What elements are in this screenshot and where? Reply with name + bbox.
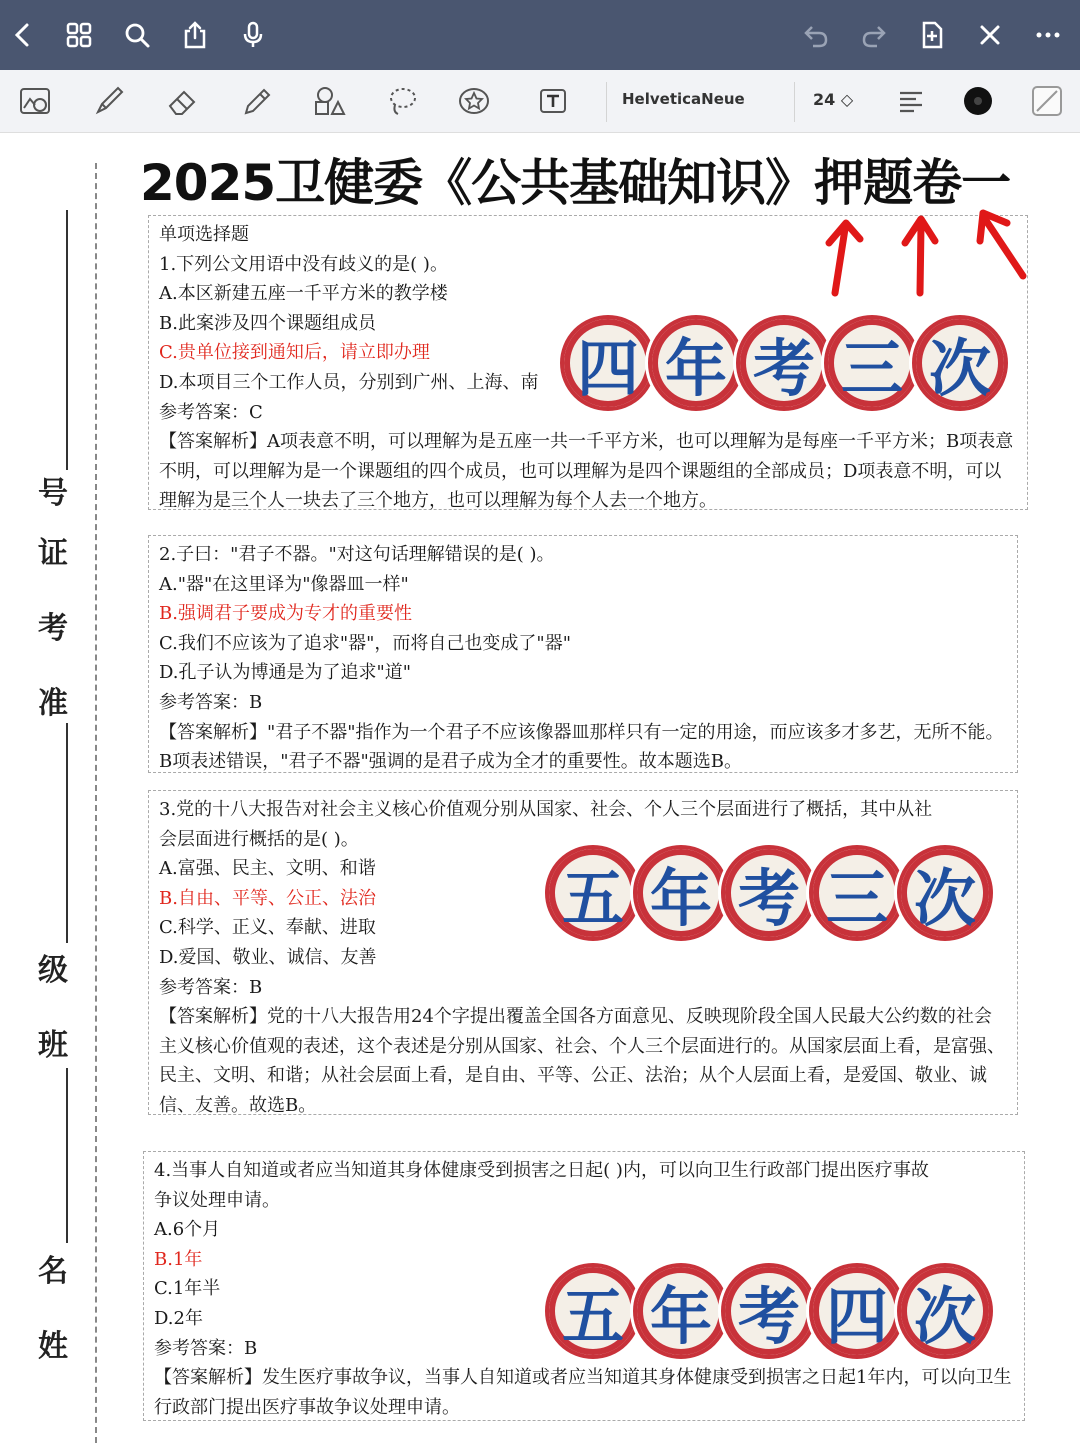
option-a: A."器"在这里译为"像器皿一样" xyxy=(159,573,409,595)
stamp-row-frequency xyxy=(560,315,1008,411)
reference-answer: 参考答案：C xyxy=(159,401,263,423)
stamp-char: 次 xyxy=(897,1263,993,1359)
stamp-char: 年 xyxy=(633,1263,729,1359)
highlighter-tool-icon[interactable] xyxy=(234,79,280,123)
question-stem: 3.党的十八大报告对社会主义核心价值观分别从国家、社会、个人三个层面进行了概括，其中从社 xyxy=(159,799,933,820)
option-d: D.2年 xyxy=(154,1307,203,1329)
color-picker-swatch[interactable] xyxy=(955,79,1001,123)
eraser-tool-icon[interactable] xyxy=(160,79,206,123)
stamp-char: 年 xyxy=(648,315,744,411)
grid-view-icon[interactable] xyxy=(56,12,102,58)
question-stem-cont: 争议处理申请。 xyxy=(154,1189,280,1211)
shapes-tool-icon[interactable] xyxy=(306,79,352,123)
option-c-correct: C.贵单位接到通知后，请立即办理 xyxy=(159,342,430,364)
answer-analysis: 【答案解析】A项表意不明，可以理解为是五座一共一千平方米，也可以理解为是每座一千平方米；B项表意不明，可以理解为是一个课题组的四个成员，也可以理解为是四个课题组的全部成员；D项表意不明，可以理解为是三个人一块去了三个地方，也可以理解为每个人去一个地方。 xyxy=(159,431,1014,512)
search-icon[interactable] xyxy=(114,12,160,58)
microphone-icon[interactable] xyxy=(230,12,276,58)
reference-answer: 参考答案：B xyxy=(159,691,263,713)
answer-analysis: 【答案解析】"君子不器"指作为一个君子不应该像器皿那样只有一定的用途，而应该多才多艺，无所不能。B项表述错误，"君子不器"强调的是君子成为全才的重要性。故本题选B。 xyxy=(159,721,1004,773)
sticker-tool-icon[interactable] xyxy=(451,79,497,123)
binding-dashed-line xyxy=(95,163,97,1443)
reference-answer: 参考答案：B xyxy=(159,976,263,998)
stamp-char: 考 xyxy=(736,315,832,411)
question-stem: 1.下列公文用语中没有歧义的是( )。 xyxy=(159,253,448,275)
toolbar-separator xyxy=(606,82,607,122)
stamp-char: 四 xyxy=(809,1263,905,1359)
red-arrow-annotations xyxy=(815,201,1045,301)
add-page-icon[interactable] xyxy=(909,12,955,58)
option-b-correct: B.强调君子要成为专才的重要性 xyxy=(159,603,412,625)
toolbar-separator xyxy=(794,82,795,122)
background-fill-icon[interactable] xyxy=(1024,79,1070,123)
question-stem: 2.子曰："君子不器。"对这句话理解错误的是( )。 xyxy=(159,544,555,565)
lasso-tool-icon[interactable] xyxy=(379,79,425,123)
font-name-selector[interactable]: HelveticaNeue xyxy=(622,90,745,108)
exam-id-write-line xyxy=(66,210,68,470)
undo-icon[interactable] xyxy=(793,12,839,58)
stamp-char: 五 xyxy=(545,845,641,941)
stamp-row-frequency xyxy=(545,845,993,941)
option-c: C.我们不应该为了追求"器"，而将自己也变成了"器" xyxy=(159,632,571,654)
side-label-char: 证 xyxy=(38,536,68,571)
question-stem-cont: 会层面进行概括的是( )。 xyxy=(159,828,359,850)
stamp-char: 考 xyxy=(721,845,817,941)
option-d: D.孔子认为博通是为了追求"道" xyxy=(159,662,412,684)
stamp-char: 年 xyxy=(633,845,729,941)
stamp-char: 次 xyxy=(897,845,993,941)
option-d: D.爱国、敬业、诚信、友善 xyxy=(159,946,377,968)
option-b-correct: B.1年 xyxy=(154,1248,203,1270)
section-heading: 单项选择题 xyxy=(159,224,249,245)
option-b: B.此案涉及四个课题组成员 xyxy=(159,312,376,334)
option-b-correct: B.自由、平等、公正、法治 xyxy=(159,887,376,909)
stamp-char: 次 xyxy=(912,315,1008,411)
side-label-char: 级 xyxy=(38,953,68,988)
option-c: C.1年半 xyxy=(154,1278,221,1300)
side-label-char: 准 xyxy=(38,686,68,721)
more-options-icon[interactable] xyxy=(1025,12,1071,58)
name-write-line xyxy=(66,1068,68,1243)
option-a: A.富强、民主、文明、和谐 xyxy=(159,858,376,880)
side-label-char: 考 xyxy=(38,611,68,646)
pen-tool-icon[interactable] xyxy=(86,79,132,123)
image-tool-icon[interactable] xyxy=(12,79,58,123)
option-a: A.6个月 xyxy=(154,1219,221,1241)
stamp-char: 考 xyxy=(721,1263,817,1359)
back-chevron-icon[interactable] xyxy=(0,12,46,58)
share-icon[interactable] xyxy=(172,12,218,58)
side-label-char: 号 xyxy=(38,476,68,511)
class-write-line xyxy=(66,723,68,943)
stamp-char: 四 xyxy=(560,315,656,411)
text-align-icon[interactable] xyxy=(888,79,934,123)
question-stem: 4.当事人自知道或者应当知道其身体健康受到损害之日起( )内，可以向卫生行政部门提出医疗事故 xyxy=(154,1160,929,1181)
side-label-char: 名 xyxy=(38,1254,68,1289)
answer-analysis: 【答案解析】党的十八大报告用24个字提出覆盖全国各方面意见、反映现阶段全国人民最大公约数的社会主义核心价值观的表述，这个表述是分别从国家、社会、个人三个层面进行的。从国家层面上看，是富强、民主、文明、和谐；从社会层面上看，是自由、平等、公正、法治；从个人层面上看，是爱国、敬业、诚信、友善。故选B。 xyxy=(159,1006,1005,1116)
stamp-char: 三 xyxy=(809,845,905,941)
option-d: D.本项目三个工作人员，分别到广州、上海、南 xyxy=(159,371,539,393)
stamp-char: 五 xyxy=(545,1263,641,1359)
drawing-toolbar xyxy=(0,70,1080,133)
document-page xyxy=(0,133,1080,1443)
side-label-char: 班 xyxy=(38,1028,68,1063)
option-a: A.本区新建五座一千平方米的教学楼 xyxy=(159,283,448,305)
redo-icon[interactable] xyxy=(851,12,897,58)
font-size-stepper[interactable]: 24 ◇ xyxy=(813,90,854,109)
answer-analysis: 【答案解析】发生医疗事故争议，当事人自知道或者应当知道其身体健康受到损害之日起1年内，可以向卫生行政部门提出医疗事故争议处理申请。 xyxy=(154,1367,1012,1418)
side-label-char: 姓 xyxy=(38,1329,68,1364)
stamp-row-frequency xyxy=(545,1263,993,1359)
reference-answer: 参考答案：B xyxy=(154,1337,258,1359)
stamp-char: 三 xyxy=(824,315,920,411)
question-block xyxy=(148,535,1018,773)
text-tool-icon[interactable] xyxy=(530,79,576,123)
question-block xyxy=(148,790,1018,1115)
top-nav-bar xyxy=(0,0,1080,70)
option-c: C.科学、正义、奉献、进取 xyxy=(159,917,376,939)
page-title: 2025卫健委《公共基础知识》押题卷一 xyxy=(140,154,1011,212)
close-icon[interactable] xyxy=(967,12,1013,58)
